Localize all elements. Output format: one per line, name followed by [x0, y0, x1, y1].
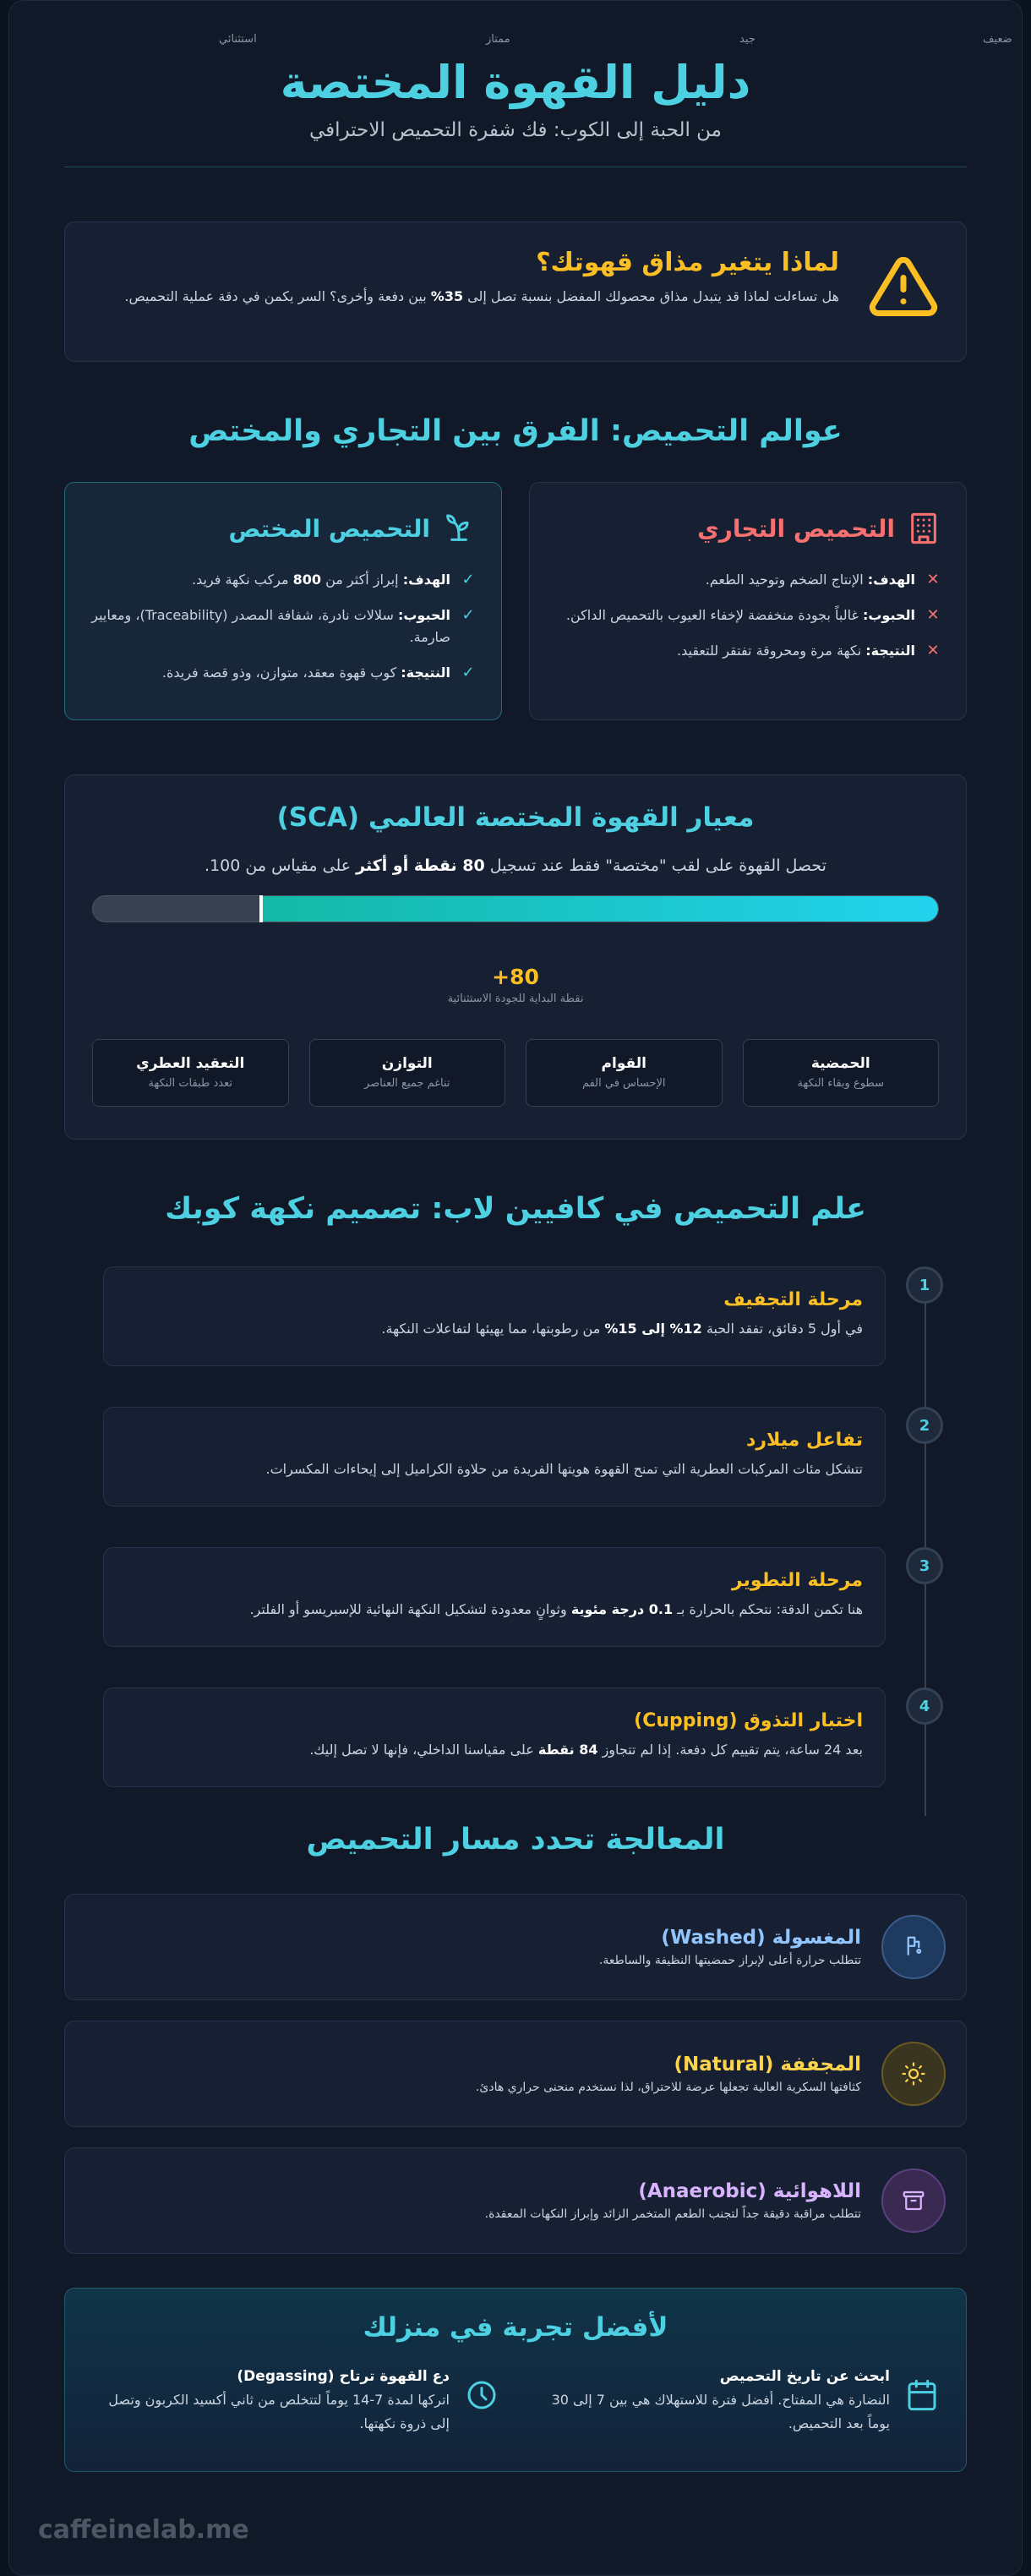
processing-method-title: المغسولة (Washed)	[661, 1927, 861, 1949]
roasting-timeline	[64, 1266, 967, 1828]
specialty-roasting-card	[64, 482, 502, 720]
tip-text: اتركها لمدة 7-14 يوماً لتتخلص من ثاني أكسيد الكربون وتصل إلى ذروة نكهتها.	[108, 2392, 450, 2431]
check-icon: ✓	[461, 571, 475, 588]
specialty-feature: ✓ الحبوب: سلالات نادرة، شفافة المصدر (Traceability)، ومعايير صارمة.	[90, 604, 476, 648]
tip-title: ابحث عن تاريخ التحميص	[719, 2368, 890, 2385]
sun-icon	[881, 2042, 946, 2106]
timeline-step	[64, 1547, 967, 1687]
tip-text: النضارة هي المفتاح. أفضل فترة للاستهلاك هي بين 7 إلى 30 يوماً بعد التحميص.	[551, 2392, 890, 2431]
tips-title: لأفضل تجربة في منزلك	[363, 2312, 668, 2343]
sca-score-bar	[92, 895, 939, 922]
step-text: هنا تكمن الدقة: نتحكم بالحرارة بـ 0.1 درجة مئوية وثوانٍ معدودة لتشكيل النكهة النهائية للإسبريسو أو الفلتر.	[249, 1601, 863, 1617]
cross-icon: ✕	[926, 642, 940, 659]
processing-method-title: اللاهوائية (Anaerobic)	[638, 2180, 861, 2202]
scale-label-good: جيد	[739, 33, 756, 46]
processing-natural	[64, 2021, 967, 2127]
step-title: تفاعل ميلارد	[746, 1430, 863, 1451]
specialty-feature: ✓ الهدف: إبراز أكثر من 800 مركب نكهة فريد.	[90, 569, 476, 591]
specialty-title: التحميص المختص	[228, 514, 430, 543]
commercial-feature: ✕ الهدف: الإنتاج الضخم وتوحيد الطعم.	[555, 569, 941, 591]
processing-title: المعالجة تحدد مسار التحميص	[306, 1823, 725, 1857]
sca-bar-track	[92, 895, 939, 922]
metric-aroma-complexity: التعقيد العطري تعدد طبقات النكهة	[92, 1039, 289, 1107]
archive-box-icon	[881, 2169, 946, 2233]
step-text: بعد 24 ساعة، يتم تقييم كل دفعة. إذا لم تتجاوز 84 نقطة على مقياسنا الداخلي، فإنها لا تصل إليك.	[309, 1742, 863, 1758]
sca-description: تحصل القهوة على لقب "مختصة" فقط عند تسجيل 80 نقطة أو أكثر على مقياس من 100.	[205, 856, 826, 875]
building-icon	[907, 511, 941, 545]
cross-icon: ✕	[926, 571, 940, 588]
check-icon: ✓	[461, 664, 475, 681]
sca-title: معيار القهوة المختصة العالمي (SCA)	[276, 802, 755, 833]
step-number: 3	[906, 1547, 943, 1584]
timeline-step	[64, 1266, 967, 1407]
page-title: دليل القهوة المختصة	[280, 56, 751, 109]
step-title: مرحلة التجفيف	[723, 1289, 863, 1310]
worlds-title: عوالم التحميص: الفرق بين التجاري والمختص	[188, 414, 843, 448]
metric-balance: التوازن تناغم جميع العناصر	[309, 1039, 506, 1107]
step-text: تتشكل مئات المركبات العطرية التي تمنح القهوة هويتها الفريدة من حلاوة الكراميل إلى إيحاءات المكسرات.	[265, 1461, 863, 1477]
roasting-science-title: علم التحميص في كافيين لاب: تصميم نكهة كوبك	[165, 1192, 866, 1226]
step-title: مرحلة التطوير	[731, 1570, 863, 1591]
commercial-title: التحميص التجاري	[697, 514, 895, 543]
processing-method-title: المجففة (Natural)	[674, 2054, 861, 2076]
clock-icon	[465, 2378, 499, 2412]
cross-icon: ✕	[926, 606, 940, 624]
sca-threshold-marker	[259, 895, 263, 922]
sca-threshold-caption: نقطة البداية للجودة الاستثنائية	[447, 993, 584, 1005]
warning-triangle-icon	[868, 251, 939, 322]
timeline-step	[64, 1407, 967, 1547]
specialty-feature: ✓ النتيجة: كوب قهوة معقد، متوازن، وذو قصة فريدة.	[90, 662, 476, 684]
footer-brand: caffeinelab.me	[38, 2515, 249, 2545]
step-number: 4	[906, 1687, 943, 1725]
page-subtitle: من الحبة إلى الكوب: فك شفرة التحميص الاحترافي	[308, 119, 722, 141]
processing-method-text: كثافتها السكرية العالية تجعلها عرضة للاحتراق، لذا نستخدم منحنى حراري هادئ.	[475, 2081, 861, 2094]
commercial-feature: ✕ الحبوب: غالباً بجودة منخفضة لإخفاء العيوب بالتحميص الداكن.	[555, 604, 941, 626]
sca-metrics	[92, 1039, 939, 1107]
scale-label-weak: ضعيف	[983, 33, 1012, 46]
sca-bar-fill	[262, 896, 938, 922]
metric-acidity: الحمضية سطوع وبقاء النكهة	[743, 1039, 940, 1107]
roasting-comparison	[64, 482, 967, 720]
why-text: هل تساءلت لماذا قد يتبدل مذاق محصولك المفضل بنسبة تصل إلى 35% بين دفعة وأخرى؟ السر يكمن في دقة عملية التحميص.	[124, 288, 839, 304]
check-icon: ✓	[461, 606, 475, 624]
processing-washed	[64, 1894, 967, 2000]
step-text: في أول 5 دقائق، تفقد الحبة 12% إلى 15% من رطوبتها، مما يهيئها لتفاعلات النكهة.	[381, 1321, 863, 1337]
step-number: 1	[906, 1266, 943, 1304]
processing-method-text: تتطلب حرارة أعلى لإبراز حمضيتها النظيفة والساطعة.	[598, 1954, 861, 1967]
processing-method-text: تتطلب مراقبة دقيقة جداً لتجنب الطعم المتخمر الزائد وإبراز النكهات المعقدة.	[484, 2207, 861, 2221]
infographic-page	[8, 0, 1023, 2576]
calendar-icon	[905, 2378, 939, 2412]
commercial-feature: ✕ النتيجة: نكهة مرة ومحروقة تفتقر للتعقيد.	[555, 640, 941, 662]
metric-body: القوام الإحساس في الفم	[526, 1039, 723, 1107]
why-title: لماذا يتغير مذاق قهوتك؟	[536, 248, 839, 277]
sprout-icon	[442, 511, 476, 545]
sca-standard-card	[64, 774, 967, 1140]
step-title: اختبار التذوق (Cupping)	[634, 1710, 863, 1731]
tip-degassing	[92, 2368, 499, 2436]
scale-label-excellent: ممتاز	[486, 33, 510, 46]
sca-threshold-value: +80	[492, 965, 539, 989]
tip-title: دع القهوة ترتاح (Degassing)	[237, 2368, 450, 2385]
processing-anaerobic	[64, 2147, 967, 2254]
step-number: 2	[906, 1407, 943, 1444]
tip-roast-date	[532, 2368, 939, 2436]
water-tap-icon	[881, 1915, 946, 1979]
commercial-roasting-card	[529, 482, 967, 720]
scale-label-exceptional: استثنائي	[219, 33, 257, 46]
timeline-step	[64, 1687, 967, 1828]
home-tips-card	[64, 2288, 967, 2472]
why-card	[64, 222, 967, 362]
